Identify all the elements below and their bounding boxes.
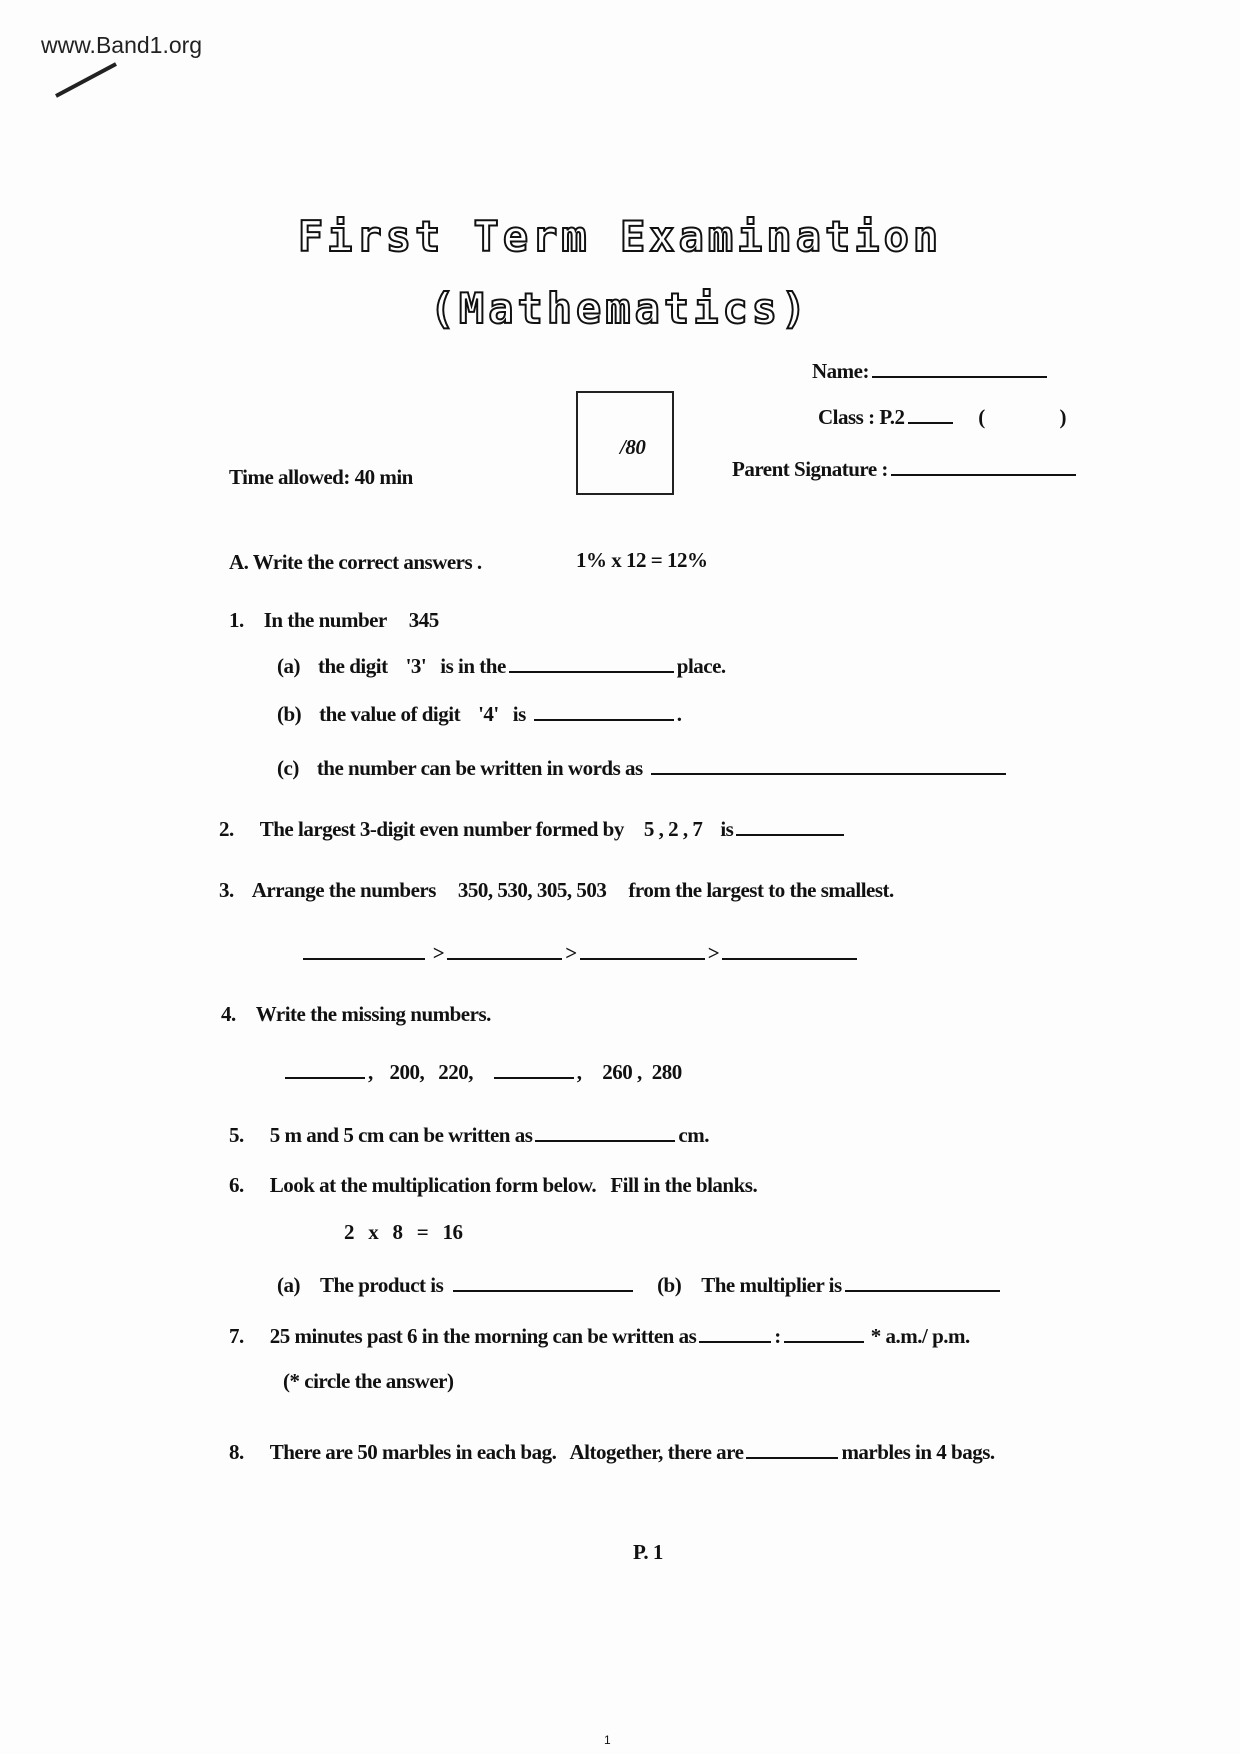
question-8: 8. There are 50 marbles in each bag. Altogether, there are marbles in 4 bags. [229, 1440, 995, 1464]
name-label: Name: [812, 359, 869, 383]
answer-1c[interactable] [651, 755, 1006, 775]
answer-2[interactable] [736, 816, 844, 836]
page-label: P. 1 [633, 1540, 663, 1564]
question-7: 7. 25 minutes past 6 in the morning can be written as : * a.m./ p.m. [229, 1324, 970, 1348]
answer-4-1[interactable] [285, 1059, 365, 1079]
question-6: 6. Look at the multiplication form below. Fill in the blanks. [229, 1173, 758, 1197]
answer-6b[interactable] [845, 1272, 1000, 1292]
question-3-answer-row: > > > [300, 940, 860, 966]
answer-8[interactable] [746, 1439, 838, 1459]
question-4-sequence: , 200, 220, , 260 , 280 [282, 1059, 682, 1085]
question-3: 3. Arrange the numbers 350, 530, 305, 503 from the largest to the smallest. [219, 878, 894, 902]
score-total: /80 [620, 435, 646, 459]
question-7-note: (* circle the answer) [283, 1369, 454, 1393]
class-field[interactable] [818, 404, 1066, 430]
question-6-equation: 2 x 8 = 16 [344, 1220, 463, 1244]
section-a-marking: 1% x 12 = 12% [576, 548, 708, 572]
question-4: 4. Write the missing numbers. [221, 1002, 491, 1026]
exam-title: First Term Examination [297, 212, 943, 261]
time-allowed: Time allowed: 40 min [229, 465, 413, 489]
question-1b: (b) the value of digit '4' is . [277, 702, 682, 726]
answer-3-1[interactable] [303, 940, 425, 960]
answer-7-minute[interactable] [784, 1323, 864, 1343]
watermark: www.Band1.org [41, 32, 203, 58]
class-label: Class : P.2 [818, 405, 905, 429]
name-field[interactable] [812, 358, 1050, 384]
answer-3-2[interactable] [447, 940, 562, 960]
answer-5[interactable] [535, 1122, 675, 1142]
question-5: 5. 5 m and 5 cm can be written as cm. [229, 1123, 709, 1147]
question-1: 1. In the number 345 [229, 608, 439, 632]
question-6-blanks: (a) The product is (b) The multiplier is [277, 1272, 1003, 1298]
exam-subject: (Mathematics) [429, 284, 811, 333]
answer-1b[interactable] [534, 701, 674, 721]
answer-3-3[interactable] [580, 940, 705, 960]
class-number-close: ) [1059, 405, 1066, 429]
answer-3-4[interactable] [722, 940, 857, 960]
question-2: 2. The largest 3-digit even number formed by 5 , 2 , 7 is [219, 816, 847, 842]
parent-signature-label: Parent Signature : [732, 457, 888, 481]
parent-signature-field[interactable] [732, 456, 1079, 482]
question-1c: (c) the number can be written in words as [277, 755, 1009, 781]
section-a-heading: A. Write the correct answers . [229, 550, 482, 574]
answer-4-2[interactable] [494, 1059, 574, 1079]
question-1a: (a) the digit '3' is in the place. [277, 654, 726, 678]
answer-6a[interactable] [453, 1272, 633, 1292]
page-number: 1 [604, 1733, 611, 1747]
answer-7-hour[interactable] [699, 1323, 771, 1343]
class-number-open: ( [978, 405, 985, 429]
pen-mark [55, 62, 117, 97]
answer-1a[interactable] [509, 653, 674, 673]
